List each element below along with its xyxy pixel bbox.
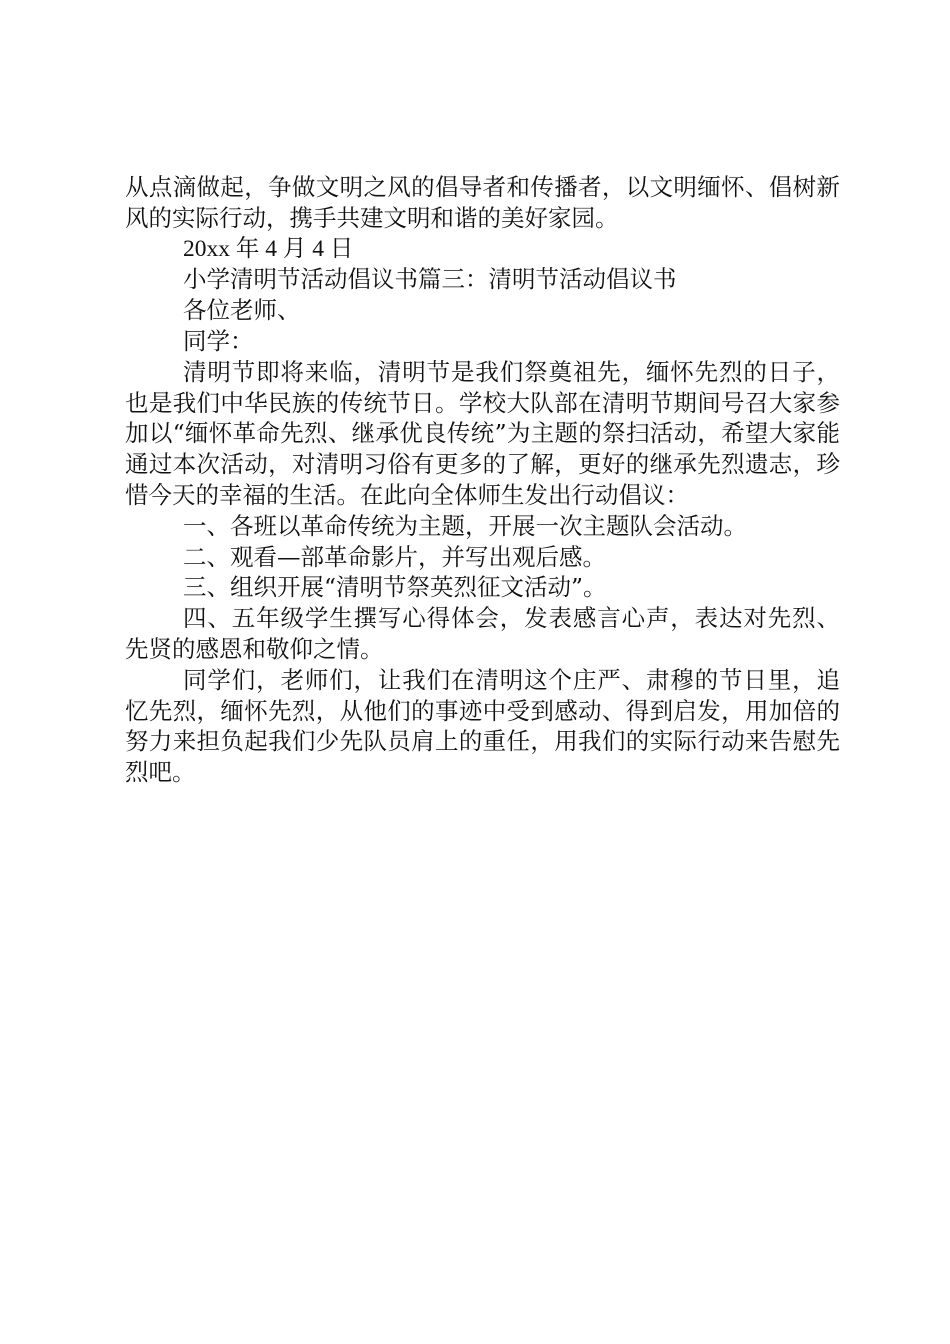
paragraph-date: 20xx 年 4 月 4 日	[183, 235, 354, 262]
document-body	[125, 172, 840, 788]
list-item: 二、观看—部革命影片，并写出观后感。	[183, 542, 606, 571]
paragraph-continued: 从点滴做起，争做文明之风的倡导者和传播者，以文明缅怀、倡树新风的实际行动，携手共建文明和谐的美好家园。	[125, 173, 840, 232]
paragraph-intro: 清明节即将来临，清明节是我们祭奠祖先，缅怀先烈的日子，也是我们中华民族的传统节日。学校大队部在清明节期间号召大家参加以“缅怀革命先烈、继承优良传统”为主题的祭扫活动，希望大家能通过本次活动，对清明习俗有更多的了解，更好的继承先烈遗志，珍惜今天的幸福的生活。在此向全体师生发出行动倡议：	[125, 357, 840, 509]
list-item: 四、五年级学生撰写心得体会，发表感言心声，表达对先烈、先贤的感恩和敬仰之情。	[125, 604, 840, 663]
salutation-teachers: 各位老师、	[183, 296, 301, 325]
paragraph-closing: 同学们，老师们，让我们在清明这个庄严、肃穆的节日里，追忆先烈，缅怀先烈，从他们的事迹中受到感动、得到启发，用加倍的努力来担负起我们少先队员肩上的重任，用我们的实际行动来告慰先烈吧。	[125, 665, 840, 787]
list-item: 三、组织开展“清明节祭英烈征文活动”。	[183, 573, 607, 602]
section-title: 小学清明节活动倡议书篇三：清明节活动倡议书	[183, 265, 677, 294]
list-item: 一、各班以革命传统为主题，开展一次主题队会活动。	[183, 511, 747, 540]
salutation-students: 同学：	[183, 326, 254, 355]
